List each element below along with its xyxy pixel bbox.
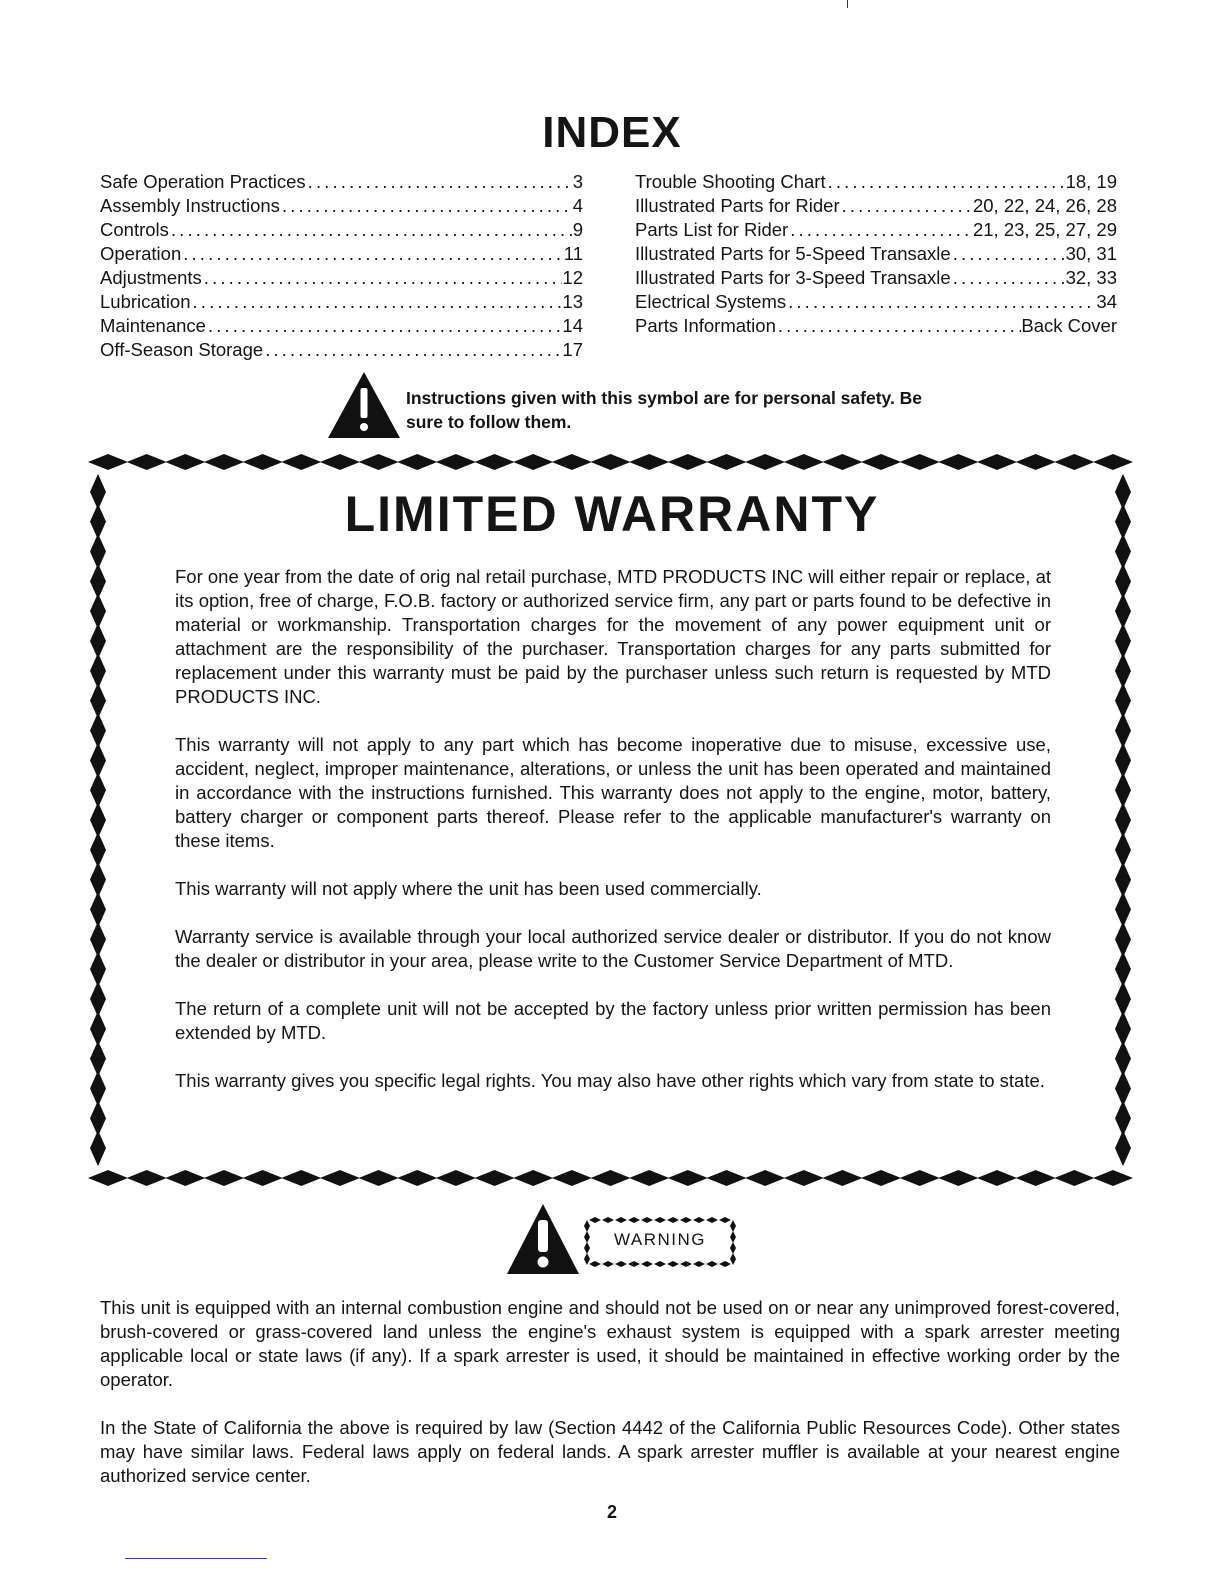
warranty-paragraph: For one year from the date of orig nal retail purchase, MTD PRODUCTS INC will either repair or replace, at its option, free of charge, F.O.B. factory or authorized service firm, any part or parts found to be defective in material or workmanship. Transportation charges for the movement of any power equipment unit or attachment are the responsibility of the purchaser. Transportation charges for any parts submitted for replacement under this warranty must be paid by the purchaser unless such return is requested by MTD PRODUCTS INC. <box>175 566 1051 707</box>
border-diamond <box>938 454 978 470</box>
index-entry-page: 17 <box>562 339 583 360</box>
border-diamond <box>204 1170 244 1186</box>
border-diamond <box>938 1170 978 1186</box>
border-diamond <box>745 454 785 470</box>
warranty-title: LIMITED WARRANTY <box>344 486 880 542</box>
index-entry-label: Parts Information <box>635 315 776 336</box>
warning-triangle-icon <box>326 370 402 440</box>
index-entry-page: 11 <box>563 243 583 264</box>
border-diamond <box>977 1170 1017 1186</box>
index-entry-page: 34 <box>1096 291 1117 312</box>
index-entry-label: Maintenance <box>100 315 206 336</box>
warning-paragraph: This unit is equipped with an internal combustion engine and should not be used on or near any unimproved forest-covered, brush-covered or grass-covered land unless the engine's exhaust system is equipped with a spark arrester meeting applicable local or state laws (if any). If a spark arrester is used, it should be maintained in effective working order by the operator. <box>100 1297 1120 1390</box>
warning-frame-diamond <box>654 1217 666 1223</box>
safety-note-text: Instructions given with this symbol are for personal safety. Be sure to follow them. <box>406 388 923 432</box>
border-diamond <box>668 1170 708 1186</box>
warning-frame-diamond <box>602 1261 614 1267</box>
warning-frame-diamond <box>680 1261 692 1267</box>
warning-frame-diamond <box>719 1261 731 1267</box>
border-diamond <box>1093 1170 1133 1186</box>
index-entry <box>100 242 583 266</box>
warning-frame-diamond <box>693 1217 705 1223</box>
border-diamond <box>436 1170 476 1186</box>
border-diamond <box>436 454 476 470</box>
border-diamond <box>281 454 321 470</box>
warranty-paragraph: The return of a complete unit will not be accepted by the factory unless prior written permission has been extended by MTD. <box>175 998 1051 1043</box>
border-diamond <box>359 1170 399 1186</box>
border-diamond <box>977 454 1017 470</box>
border-diamond <box>359 454 399 470</box>
warning-frame-diamond <box>641 1261 653 1267</box>
border-diamond <box>88 454 128 470</box>
index-entry-page: 18, 19 <box>1065 171 1117 192</box>
warning-frame-diamond <box>641 1217 653 1223</box>
border-diamond <box>88 1170 128 1186</box>
page-number: 2 <box>606 1502 617 1522</box>
scan-mark <box>847 0 848 8</box>
border-diamond <box>475 454 515 470</box>
index-entry-page: 12 <box>562 267 583 288</box>
border-diamond <box>165 1170 205 1186</box>
index-entry-label: Parts List for Rider <box>635 219 789 240</box>
index-entry-label: Off-Season Storage <box>100 339 264 360</box>
warning-frame-diamond <box>654 1261 666 1267</box>
border-diamond <box>1054 1170 1094 1186</box>
index-entry <box>100 194 583 218</box>
border-diamond <box>822 1170 862 1186</box>
border-diamond <box>900 1170 940 1186</box>
index-title: INDEX <box>542 108 682 157</box>
warning-frame-diamond <box>706 1261 718 1267</box>
border-diamond <box>629 1170 669 1186</box>
warning-frame-diamond <box>730 1253 736 1265</box>
border-diamond <box>706 454 746 470</box>
index-entry <box>100 170 583 194</box>
index-entry <box>635 218 1117 242</box>
index-entry <box>100 314 583 338</box>
border-diamond <box>127 1170 167 1186</box>
safety-note <box>326 370 926 440</box>
border-diamond <box>204 454 244 470</box>
index-right-column <box>635 170 1117 338</box>
bottom-rule <box>125 1558 267 1559</box>
warranty-paragraph: This warranty will not apply where the unit has been used commercially. <box>175 878 762 899</box>
index-entry <box>100 266 583 290</box>
warning-frame-diamond <box>602 1217 614 1223</box>
border-diamond <box>861 1170 901 1186</box>
index-entry <box>100 338 583 362</box>
index-entry-label: Assembly Instructions <box>100 195 280 216</box>
border-diamond <box>1054 454 1094 470</box>
index-entry-label: Trouble Shooting Chart <box>635 171 826 192</box>
border-diamond <box>397 1170 437 1186</box>
border-diamond <box>397 454 437 470</box>
border-diamond <box>900 454 940 470</box>
border-diamond <box>706 1170 746 1186</box>
index-entry <box>635 170 1117 194</box>
border-diamond <box>552 1170 592 1186</box>
index-entry-label: Adjustments <box>100 267 202 288</box>
warning-frame-diamond <box>706 1217 718 1223</box>
warning-frame-diamond <box>615 1217 627 1223</box>
index-entry-page: Back Cover <box>1021 315 1117 336</box>
warning-triangle-icon <box>507 1204 579 1274</box>
index-entry-label: Safe Operation Practices <box>100 171 306 192</box>
index-entry <box>635 266 1117 290</box>
warranty-paragraph: This warranty gives you specific legal rights. You may also have other rights which vary from state to state. <box>175 1070 1045 1091</box>
warning-frame-diamond <box>589 1261 601 1267</box>
warranty-paragraph: Warranty service is available through your local authorized service dealer or distributor. If you do not know the dealer or distributor in your area, please write to the Customer Service Department of MTD. <box>175 926 1051 971</box>
border-diamond <box>784 1170 824 1186</box>
index-entry-label: Lubrication <box>100 291 191 312</box>
warning-text <box>100 1296 1120 1512</box>
index-entry-page: 20, 22, 24, 26, 28 <box>972 195 1117 216</box>
border-diamond <box>320 454 360 470</box>
warning-frame-diamond <box>680 1217 692 1223</box>
border-diamond <box>281 1170 321 1186</box>
border-diamond <box>475 1170 515 1186</box>
border-diamond <box>552 454 592 470</box>
border-diamond <box>861 454 901 470</box>
border-diamond <box>1016 1170 1056 1186</box>
index-left-column <box>100 170 583 362</box>
border-diamond <box>668 454 708 470</box>
border-diamond <box>165 454 205 470</box>
warning-frame-diamond <box>628 1217 640 1223</box>
warning-paragraph: In the State of California the above is required by law (Section 4442 of the California Public Resources Code). Other states may have similar laws. Federal laws apply on federal lands. A spark arrester muffler is available at your nearest engine authorized service center. <box>100 1417 1120 1486</box>
index-entry-label: Electrical Systems <box>635 291 787 312</box>
border-diamond <box>784 454 824 470</box>
border-diamond <box>629 454 669 470</box>
warning-frame-diamond <box>667 1261 679 1267</box>
index-entry <box>635 194 1117 218</box>
border-diamond <box>320 1170 360 1186</box>
index-entry-page: 14 <box>562 315 583 336</box>
border-diamond <box>1115 1130 1131 1166</box>
index-entry-page: 9 <box>572 219 583 240</box>
index-entry <box>635 242 1117 266</box>
border-diamond <box>243 454 283 470</box>
warranty-body <box>175 565 1051 1117</box>
index-entry-label: Illustrated Parts for 5-Speed Transaxle <box>635 243 951 264</box>
border-diamond <box>745 1170 785 1186</box>
index-entry <box>100 290 583 314</box>
warning-label: WARNING <box>613 1230 707 1249</box>
index-entry <box>635 314 1117 338</box>
warning-frame-diamond <box>584 1253 590 1265</box>
warning-frame-diamond <box>693 1261 705 1267</box>
border-diamond <box>243 1170 283 1186</box>
index-entry-page: 13 <box>562 291 583 312</box>
warning-frame-diamond <box>628 1261 640 1267</box>
border-diamond <box>591 454 631 470</box>
warning-frame-diamond <box>615 1261 627 1267</box>
border-diamond <box>127 454 167 470</box>
index-entry-page: 30, 31 <box>1065 243 1117 264</box>
warning-frame-diamond <box>719 1217 731 1223</box>
index-entry-page: 4 <box>572 195 583 216</box>
border-diamond <box>513 1170 553 1186</box>
border-diamond <box>513 454 553 470</box>
border-diamond <box>591 1170 631 1186</box>
index-entry-label: Illustrated Parts for 3-Speed Transaxle <box>635 267 951 288</box>
border-diamond <box>90 1130 106 1166</box>
warning-frame-diamond <box>589 1217 601 1223</box>
warning-frame-diamond <box>667 1217 679 1223</box>
index-entry-label: Controls <box>100 219 169 240</box>
index-entry-page: 32, 33 <box>1065 267 1117 288</box>
index-entry <box>635 290 1117 314</box>
border-diamond <box>822 454 862 470</box>
index-entry <box>100 218 583 242</box>
index-entry-page: 3 <box>572 171 583 192</box>
index-entry-page: 21, 23, 25, 27, 29 <box>972 219 1117 240</box>
index-entry-label: Illustrated Parts for Rider <box>635 195 840 216</box>
warranty-paragraph: This warranty will not apply to any part which has become inoperative due to misuse, excessive use, accident, neglect, improper maintenance, alterations, or unless the unit has been operated and maintained in accordance with the instructions furnished. This warranty does not apply to the engine, motor, battery, battery charger or component parts thereof. Please refer to the applicable manufacturer's warranty on these items. <box>175 734 1051 851</box>
index-entry-label: Operation <box>100 243 182 264</box>
border-diamond <box>1093 454 1133 470</box>
warning-badge <box>505 1200 745 1280</box>
border-diamond <box>1016 454 1056 470</box>
